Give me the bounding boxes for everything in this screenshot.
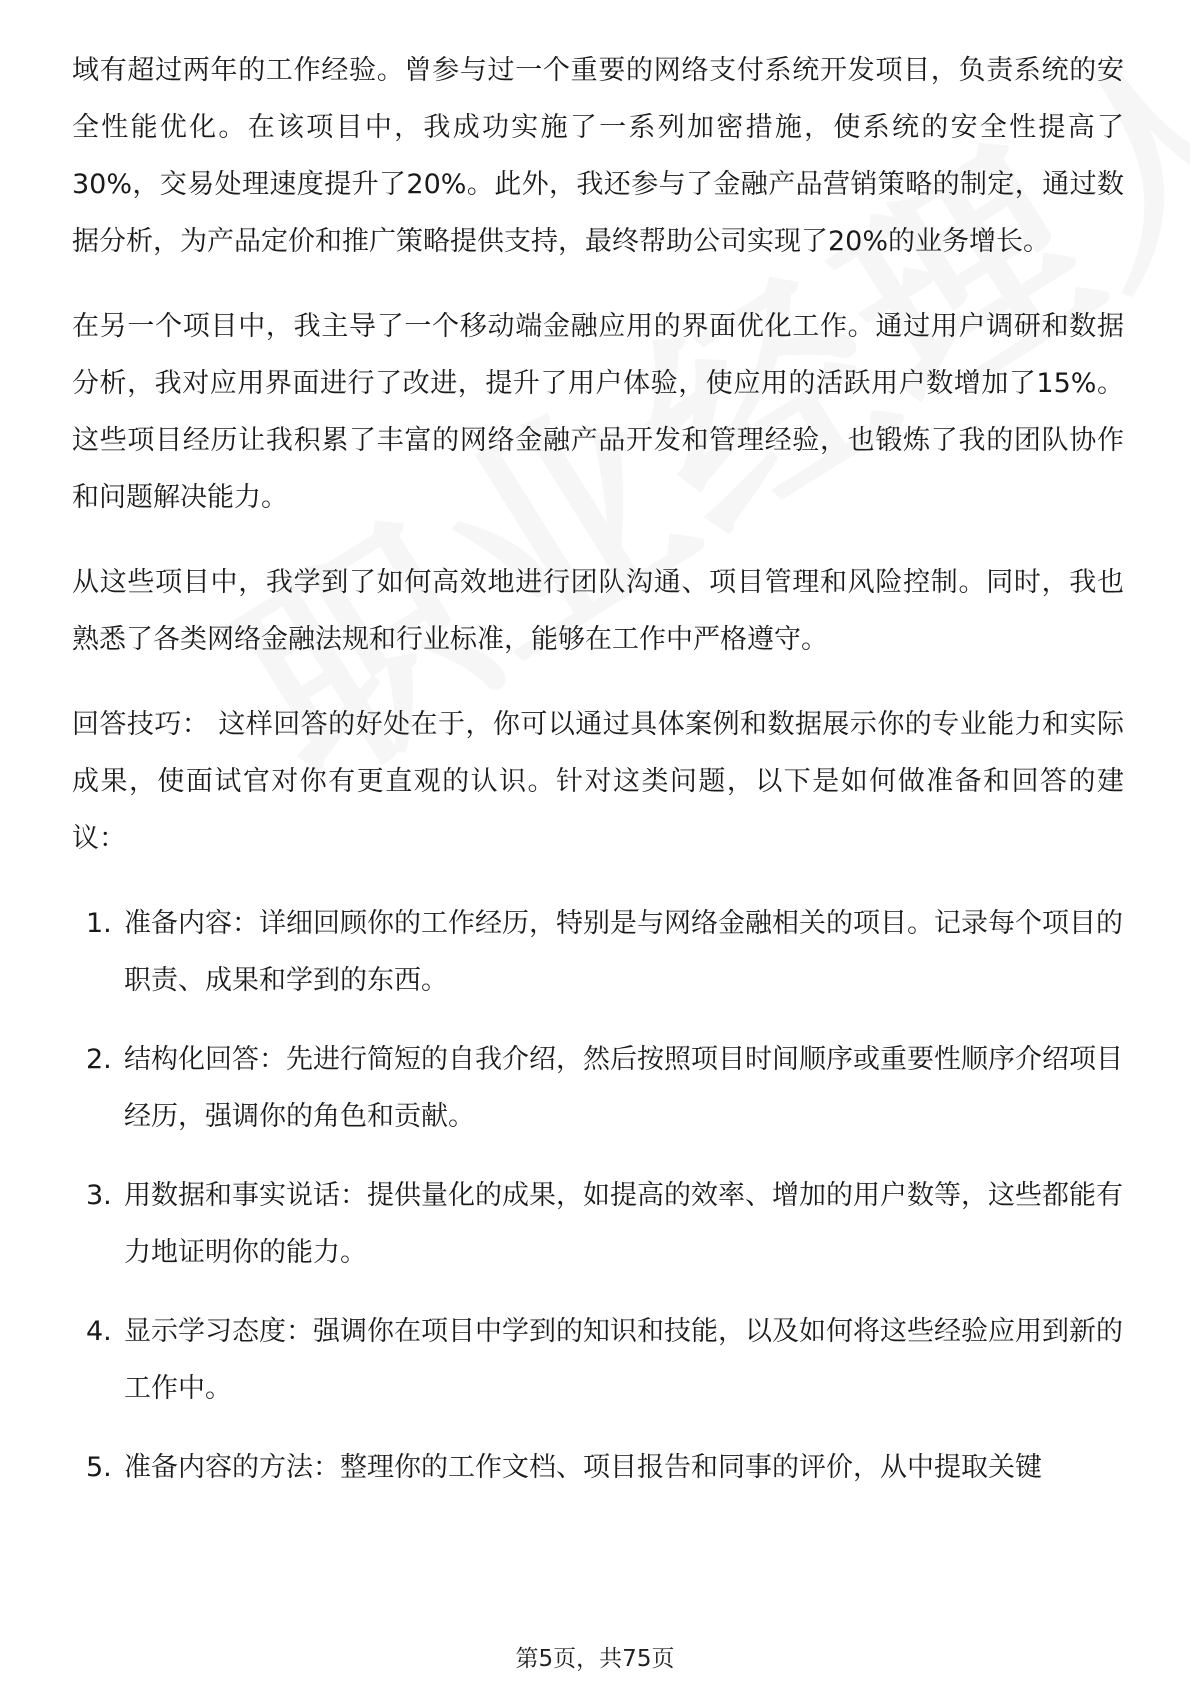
list-item [72, 1303, 1124, 1417]
list-item-text: 结构化回答：先进行简短的自我介绍，然后按照项目时间顺序或重要性顺序介绍项目经历，强调你的角色和贡献。 [124, 1044, 1123, 1132]
list-number: 3. [86, 1180, 112, 1211]
paragraph-answer-tips: 回答技巧： 这样回答的好处在于，你可以通过具体案例和数据展示你的专业能力和实际成果，使面试官对你有更直观的认识。针对这类问题，以下是如何做准备和回答的建议： [72, 709, 1124, 854]
list-item [72, 1167, 1124, 1281]
list-item-text: 显示学习态度：强调你在项目中学到的知识和技能，以及如何将这些经验应用到新的工作中。 [124, 1316, 1123, 1404]
list-item-text: 准备内容的方法：整理你的工作文档、项目报告和同事的评价，从中提取关键 [124, 1452, 1042, 1483]
list-number: 5. [86, 1452, 112, 1483]
page-footer: 第5页，共75页 [515, 1646, 675, 1672]
list-number: 1. [86, 908, 112, 939]
list-item-text: 准备内容：详细回顾你的工作经历，特别是与网络金融相关的项目。记录每个项目的职责、成果和学到的东西。 [124, 908, 1123, 996]
paragraph-project-experience: 域有超过两年的工作经验。曾参与过一个重要的网络支付系统开发项目，负责系统的安全性能优化。在该项目中，我成功实施了一系列加密措施，使系统的安全性提高了30%，交易处理速度提升了20%。此外，我还参与了金融产品营销策略的制定，通过数据分析，为产品定价和推广策略提供支持，最终帮助公司实现了20%的业务增长。 [72, 55, 1124, 257]
document-body [72, 42, 1124, 1518]
tips-list [72, 895, 1124, 1496]
list-item [72, 1031, 1124, 1145]
list-item [72, 1439, 1124, 1496]
list-item [72, 895, 1124, 1009]
paragraph-lessons-learned: 从这些项目中，我学到了如何高效地进行团队沟通、项目管理和风险控制。同时，我也熟悉了各类网络金融法规和行业标准，能够在工作中严格遵守。 [72, 567, 1124, 655]
list-number: 4. [86, 1316, 112, 1347]
list-number: 2. [86, 1044, 112, 1075]
paragraph-mobile-app-project: 在另一个项目中，我主导了一个移动端金融应用的界面优化工作。通过用户调研和数据分析，我对应用界面进行了改进，提升了用户体验，使应用的活跃用户数增加了15%。这些项目经历让我积累了丰富的网络金融产品开发和管理经验，也锻炼了我的团队协作和问题解决能力。 [72, 311, 1124, 513]
list-item-text: 用数据和事实说话：提供量化的成果，如提高的效率、增加的用户数等，这些都能有力地证明你的能力。 [124, 1180, 1123, 1268]
